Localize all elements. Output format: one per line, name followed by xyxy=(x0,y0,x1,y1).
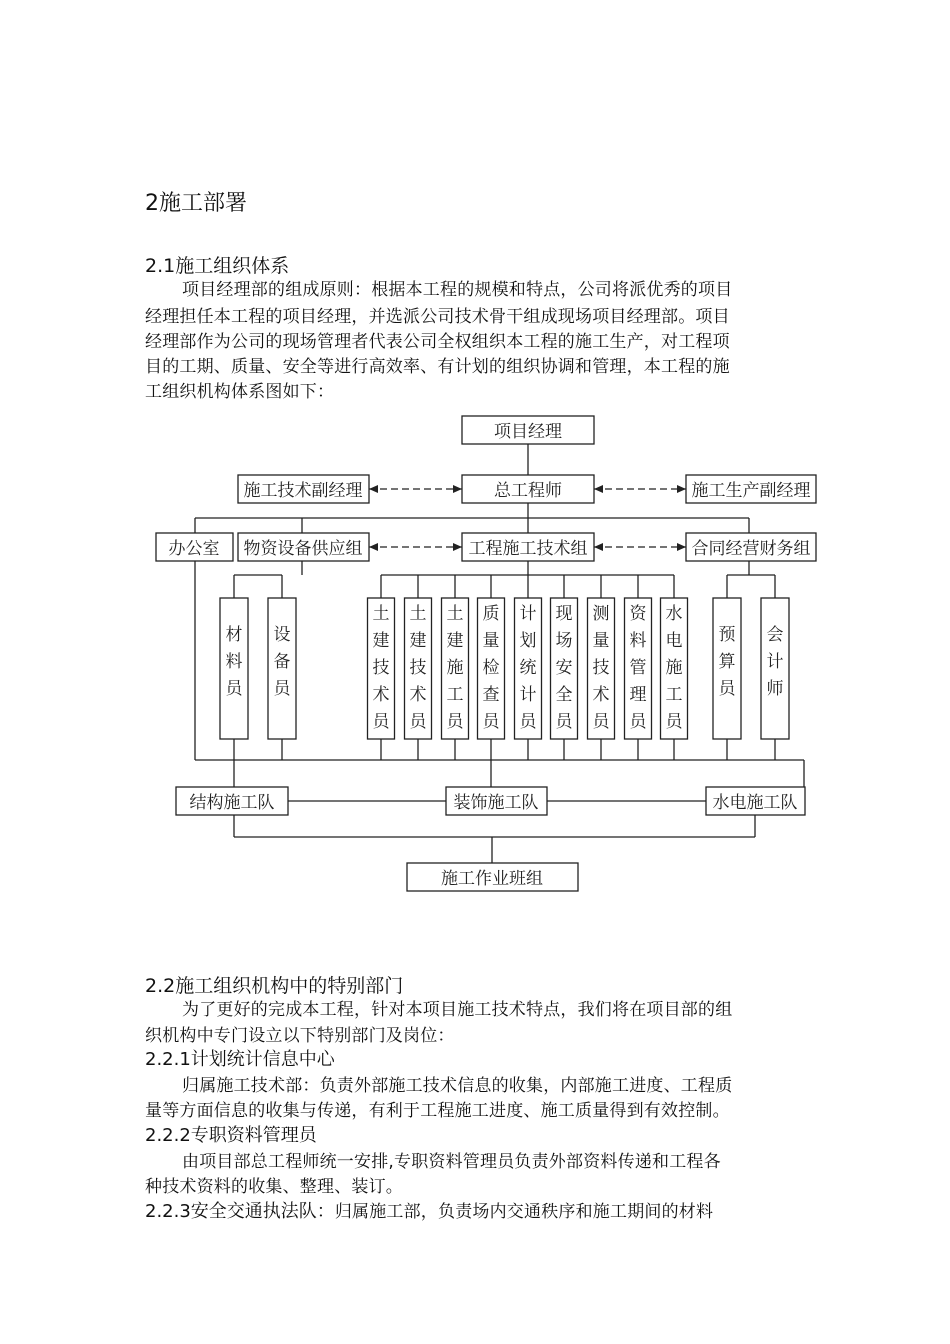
heading-2-2-3: 2.2.3安全交通执法队： xyxy=(145,1201,335,1222)
staff-node-char: 土 xyxy=(372,604,390,624)
para-2-2-line: 为了更好的完成本工程，针对本项目施工技术特点，我们将在项目部的组 xyxy=(182,1000,733,1020)
staff-node-char: 术 xyxy=(592,685,610,705)
svg-text:物资设备供应组: 物资设备供应组 xyxy=(243,539,363,559)
svg-text:总工程师: 总工程师 xyxy=(494,481,562,501)
row2-node xyxy=(462,475,594,503)
staff-node-char: 施 xyxy=(446,658,464,678)
staff-node-char: 预 xyxy=(718,625,736,645)
staff-node-char: 技 xyxy=(409,658,427,678)
staff-node xyxy=(268,598,296,739)
staff-node-char: 建 xyxy=(409,631,427,651)
staff-node-char: 员 xyxy=(482,712,500,732)
staff-node xyxy=(551,598,578,739)
staff-node xyxy=(625,598,652,739)
team-node xyxy=(176,787,288,815)
svg-text:工程施工技术组: 工程施工技术组 xyxy=(468,539,588,559)
staff-node-char: 技 xyxy=(372,658,390,678)
staff-node-char: 术 xyxy=(409,685,427,705)
section-title: 2施工部署 xyxy=(145,191,247,216)
staff-node-char: 员 xyxy=(665,712,683,732)
staff-node-char: 会 xyxy=(766,625,784,645)
staff-node-char: 场 xyxy=(555,631,573,651)
staff-node-char: 建 xyxy=(446,631,464,651)
svg-text:装饰施工队: 装饰施工队 xyxy=(453,793,539,813)
staff-node-char: 检 xyxy=(482,658,500,678)
staff-node-char: 料 xyxy=(225,652,243,672)
para-2-2-2-line: 种技术资料的收集、整理、装订。 xyxy=(145,1177,403,1197)
para-2-1-line: 工组织机构体系图如下： xyxy=(145,382,335,402)
staff-node-char: 划 xyxy=(519,631,537,651)
staff-node-char: 理 xyxy=(629,685,647,705)
staff-node-char: 统 xyxy=(519,658,537,678)
row3-node xyxy=(686,533,816,561)
staff-node-char: 设 xyxy=(273,625,291,645)
para-2-2-line: 织机构中专门设立以下特别部门及岗位： xyxy=(145,1026,455,1046)
staff-node-char: 建 xyxy=(372,631,390,651)
team-node xyxy=(446,787,547,815)
staff-node-char: 员 xyxy=(409,712,427,732)
staff-node-char: 料 xyxy=(629,631,647,651)
staff-node xyxy=(515,598,542,739)
staff-node-char: 算 xyxy=(718,652,736,672)
staff-node-char: 计 xyxy=(519,685,537,705)
team-node xyxy=(706,787,805,815)
staff-node-char: 现 xyxy=(555,604,573,624)
staff-node xyxy=(761,598,789,739)
para-2-2-2-line: 由项目部总工程师统一安排,专职资料管理员负责外部资料传递和工程各 xyxy=(182,1152,721,1172)
staff-node xyxy=(442,598,469,739)
staff-node-char: 员 xyxy=(592,712,610,732)
heading-2-1: 2.1施工组织体系 xyxy=(145,255,290,277)
staff-node-char: 术 xyxy=(372,685,390,705)
svg-text:水电施工队: 水电施工队 xyxy=(712,793,798,813)
staff-node-char: 资 xyxy=(629,604,647,624)
staff-node-char: 工 xyxy=(665,685,683,705)
staff-node-char: 土 xyxy=(409,604,427,624)
top-node xyxy=(462,416,594,444)
staff-node-char: 员 xyxy=(372,712,390,732)
staff-node xyxy=(368,598,395,739)
staff-node-char: 员 xyxy=(273,679,291,699)
staff-node-char: 测 xyxy=(592,604,610,624)
svg-text:施工技术副经理: 施工技术副经理 xyxy=(243,481,363,501)
staff-node xyxy=(478,598,505,739)
staff-node-char: 员 xyxy=(225,679,243,699)
staff-node-char: 水 xyxy=(665,604,683,624)
bottom-node xyxy=(407,863,578,891)
para-2-2-3-text: 归属施工部，负责场内交通秩序和施工期间的材料 xyxy=(334,1202,714,1222)
staff-node-char: 计 xyxy=(519,604,537,624)
staff-node xyxy=(661,598,688,739)
staff-node-char: 师 xyxy=(766,679,784,699)
svg-text:办公室: 办公室 xyxy=(168,539,220,559)
staff-node-char: 量 xyxy=(482,631,500,651)
para-2-1-line: 目的工期、质量、安全等进行高效率、有计划的组织协调和管理，本工程的施 xyxy=(145,357,730,377)
para-2-1-line: 经理部作为公司的现场管理者代表公司全权组织本工程的施工生产，对工程项 xyxy=(145,332,730,352)
row3-node xyxy=(238,533,369,561)
staff-node-char: 员 xyxy=(519,712,537,732)
heading-2-2-2: 2.2.2专职资料管理员 xyxy=(145,1125,317,1146)
staff-node-char: 员 xyxy=(629,712,647,732)
top-node-label: 项目经理 xyxy=(494,422,562,442)
staff-node-char: 土 xyxy=(446,604,464,624)
para-2-1-line: 项目经理部的组成原则：根据本工程的规模和特点，公司将派优秀的项目 xyxy=(182,280,733,300)
row3-node xyxy=(156,533,233,561)
svg-text:施工生产副经理: 施工生产副经理 xyxy=(691,481,811,501)
para-2-2-1-line: 量等方面信息的收集与传递，有利于工程施工进度、施工质量得到有效控制。 xyxy=(145,1101,730,1121)
staff-node xyxy=(588,598,615,739)
staff-node-char: 安 xyxy=(555,658,573,678)
para-2-2-1-line: 归属施工技术部：负责外部施工技术信息的收集，内部施工进度、工程质 xyxy=(182,1076,733,1096)
svg-text:合同经营财务组: 合同经营财务组 xyxy=(691,539,811,559)
staff-node-char: 全 xyxy=(555,685,573,705)
staff-node-char: 员 xyxy=(446,712,464,732)
heading-2-2: 2.2施工组织机构中的特别部门 xyxy=(145,975,404,997)
staff-node-char: 质 xyxy=(482,604,500,624)
staff-node-char: 员 xyxy=(555,712,573,732)
heading-2-2-3-line xyxy=(145,1197,713,1223)
staff-node-char: 工 xyxy=(446,685,464,705)
staff-node-char: 电 xyxy=(665,631,683,651)
staff-node-char: 查 xyxy=(482,685,500,705)
staff-node xyxy=(405,598,432,739)
staff-node-char: 员 xyxy=(718,679,736,699)
staff-node xyxy=(220,598,248,739)
svg-text:施工作业班组: 施工作业班组 xyxy=(441,869,543,889)
staff-node-char: 计 xyxy=(766,652,784,672)
staff-node-char: 管 xyxy=(629,658,647,678)
staff-node-char: 材 xyxy=(225,625,243,645)
staff-node xyxy=(713,598,741,739)
heading-2-2-1: 2.2.1计划统计信息中心 xyxy=(145,1049,335,1070)
row2-node xyxy=(686,475,816,503)
staff-node-char: 技 xyxy=(592,658,610,678)
svg-text:结构施工队: 结构施工队 xyxy=(189,793,275,813)
row3-node xyxy=(462,533,594,561)
staff-node-char: 施 xyxy=(665,658,683,678)
row2-node xyxy=(238,475,369,503)
staff-node-char: 备 xyxy=(273,652,291,672)
staff-node-char: 量 xyxy=(592,631,610,651)
para-2-1-line: 经理担任本工程的项目经理，并选派公司技术骨干组成现场项目经理部。项目 xyxy=(145,307,730,327)
